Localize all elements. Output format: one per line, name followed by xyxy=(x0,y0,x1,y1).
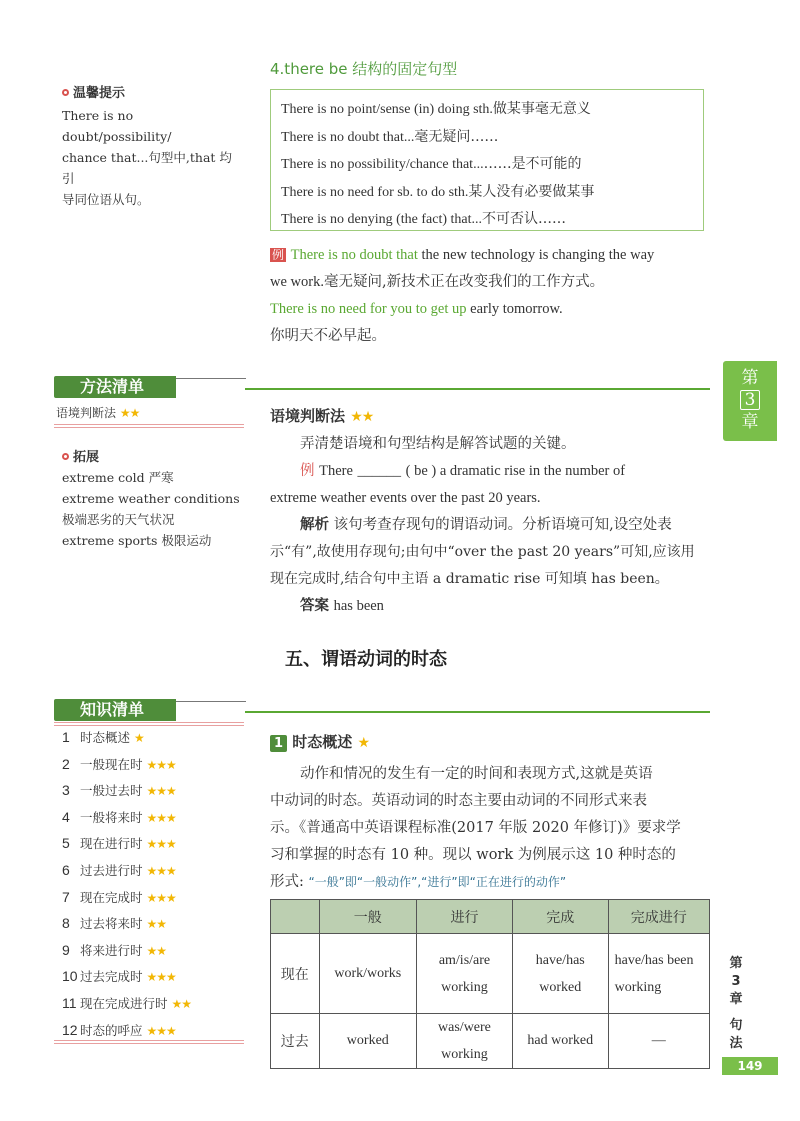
example-tag: 例 xyxy=(272,248,285,262)
handwritten-note: “一般”即“一般动作”,“进行”即“正在进行的动作” xyxy=(308,875,567,889)
list-item: 3 一般过去时 ★★★ xyxy=(62,782,176,799)
example-line-1: 例 There is no doubt that the new technology is changing the way xyxy=(272,247,655,263)
table-cell: 过去 xyxy=(271,1014,320,1069)
method-intro: 弄清楚语境和句型结构是解答试题的关键。 xyxy=(300,436,576,452)
table-cell: 现在 xyxy=(271,934,320,1014)
table-cell: work/works xyxy=(319,934,417,1014)
expand-line: 极端恶劣的天气状况 xyxy=(62,512,175,527)
table-cell: am/is/are working xyxy=(417,934,513,1014)
method-side-item: 语境判断法 ★★ xyxy=(56,406,140,420)
para-line: 动作和情况的发生有一定的时间和表现方式,这就是英语 xyxy=(300,766,653,782)
knowledge-banner: 知识清单 xyxy=(54,699,176,721)
divider xyxy=(54,424,244,428)
expand-line: extreme weather conditions xyxy=(62,491,240,506)
chapter-tab-bottom: 章 xyxy=(741,412,759,432)
knowledge-banner-line xyxy=(245,711,710,713)
chapter-tab xyxy=(723,361,777,441)
expand-line: extreme cold 严寒 xyxy=(62,470,174,485)
list-item: 11 现在完成进行时 ★★ xyxy=(62,994,192,1011)
table-row xyxy=(271,934,710,1014)
list-item: 7 现在完成时 ★★★ xyxy=(62,888,176,905)
method-analysis-line-2: 示“有”,故使用存现句;由句中“over the past 20 years”可知,应该用 xyxy=(270,544,695,560)
knowledge-list xyxy=(62,724,242,1043)
pattern-row: There is no possibility/chance that...……是不可能的 xyxy=(281,156,582,172)
list-item: 1 时态概述 ★ xyxy=(62,729,144,745)
pattern-row: There is no point/sense (in) doing sth.做某事毫无意义 xyxy=(281,101,591,117)
method-analysis-line-1: 解析 该句考查存现句的谓语动词。分析语境可知,设空处表 xyxy=(300,517,672,533)
list-item: 10 过去完成时 ★★★ xyxy=(62,968,176,985)
tip-line: There is no doubt/possibility/ xyxy=(62,108,172,144)
example-line-4: 你明天不必早起。 xyxy=(270,328,386,344)
chapter-tab-top: 第 xyxy=(741,368,759,388)
method-analysis-line-3: 现在完成时,结合句中主语 a dramatic rise 可知填 has been。 xyxy=(270,571,669,587)
page-number: 149 xyxy=(722,1057,778,1075)
table-cell: have/has worked xyxy=(512,934,608,1014)
list-item: 8 过去将来时 ★★ xyxy=(62,915,167,932)
section-heading: 五、谓语动词的时态 xyxy=(285,649,447,670)
tense-table xyxy=(270,899,710,1069)
example-line-3: There is no need for you to get up early tomorrow. xyxy=(270,301,563,317)
table-cell: had worked xyxy=(512,1014,608,1069)
expand-title: 拓展 xyxy=(62,446,242,465)
tip-title: 温馨提示 xyxy=(62,82,242,101)
para-line: 习和掌握的时态有 10 种。现以 work 为例展示这 10 种时态的 xyxy=(270,847,676,863)
method-banner: 方法清单 xyxy=(54,376,176,398)
example-block xyxy=(270,242,710,350)
table-row xyxy=(271,1014,710,1069)
chapter-tab-num: 3 xyxy=(740,390,760,410)
table-header-row xyxy=(271,900,710,934)
subsection-title: 1 时态概述 ★ xyxy=(270,731,369,752)
expand-line: extreme sports 极限运动 xyxy=(62,533,212,548)
table-header xyxy=(271,900,320,934)
table-cell: — xyxy=(608,1014,709,1069)
example-line-2: we work.毫无疑问,新技术正在改变我们的工作方式。 xyxy=(270,274,605,290)
knowledge-banner-curve xyxy=(176,701,246,714)
table-header: 完成进行 xyxy=(608,900,709,934)
table-header: 进行 xyxy=(417,900,513,934)
pattern-row: There is no doubt that...毫无疑问…… xyxy=(281,128,499,145)
expand-note xyxy=(62,446,242,551)
pattern-row: There is no denying (the fact) that...不可否认…… xyxy=(281,211,566,227)
list-item: 5 现在进行时 ★★★ xyxy=(62,835,176,852)
table-cell: was/were working xyxy=(417,1014,513,1069)
tip-line: 导同位语从句。 xyxy=(62,192,150,207)
method-answer: 答案 has been xyxy=(300,598,384,614)
pattern-box xyxy=(270,89,704,231)
list-item: 9 将来进行时 ★★ xyxy=(62,941,167,958)
list-item: 4 一般将来时 ★★★ xyxy=(62,808,176,825)
table-cell: worked xyxy=(319,1014,417,1069)
table-header: 完成 xyxy=(512,900,608,934)
tense-overview xyxy=(270,761,710,896)
para-line: 中动词的时态。英语动词的时态主要由动词的不同形式来表 xyxy=(270,793,647,809)
para-line: 形式: “一般”即“一般动作”,“进行”即“正在进行的动作” xyxy=(270,874,567,890)
divider xyxy=(54,1040,244,1044)
para-line: 示。《普通高中英语课程标准(2017 年版 2020 年修订)》要求学 xyxy=(270,820,681,836)
list-item: 6 过去进行时 ★★★ xyxy=(62,861,176,878)
pattern-heading: 4.there be 结构的固定句型 xyxy=(270,60,458,78)
table-header: 一般 xyxy=(319,900,417,934)
subsection-number: 1 xyxy=(270,735,287,752)
method-example-line-2: extreme weather events over the past 20 years. xyxy=(270,490,541,506)
tip-note xyxy=(62,82,242,210)
tip-line: chance that...句型中,that 均引 xyxy=(62,150,232,186)
method-banner-line xyxy=(245,388,710,390)
side-chapter-marker: 第 3 章 句 法 xyxy=(729,956,743,1051)
list-item: 12 时态的呼应 ★★★ xyxy=(62,1021,176,1038)
method-body xyxy=(270,431,710,620)
list-item: 2 一般现在时 ★★★ xyxy=(62,755,176,772)
method-banner-curve xyxy=(176,378,246,391)
method-example-line-1: 例 There ______ ( be ) a dramatic rise in the number of xyxy=(300,463,626,479)
method-title: 语境判断法 ★★ xyxy=(270,407,374,425)
pattern-row: There is no need for sb. to do sth.某人没有必要做某事 xyxy=(281,183,595,200)
table-cell: have/has been working xyxy=(608,934,709,1014)
